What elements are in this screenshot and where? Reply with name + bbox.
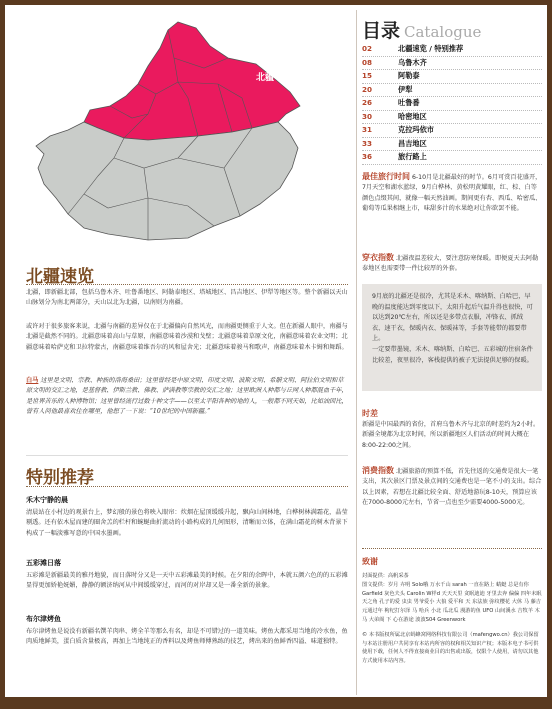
best-time-title: 最佳旅行时间: [362, 172, 410, 181]
toc-item[interactable]: 31 克拉玛依市: [362, 124, 542, 138]
column-divider: [356, 10, 357, 695]
clothing-text: 北疆夜温差较大，要注意防寒保暖。即便夏天去阿勒泰地区也需要带一件比较厚的外套。: [362, 255, 539, 273]
spending-block: [362, 466, 542, 509]
clothing-title: 穿衣指数: [362, 253, 394, 262]
north-paragraph-1: 北疆，即新疆北部，包括乌鲁木齐、吐鲁番地区、阿勒泰地区、塔城地区、昌吉地区、伊犁等地区等。整个新疆以天山山脉划分为南北两部分，天山以北为北疆，以南则为南疆。: [26, 289, 348, 307]
toc-title-cn: 目录: [362, 20, 401, 42]
toc-item[interactable]: 02 北疆速览 / 特别推荐: [362, 43, 542, 57]
quote-block: [26, 376, 348, 418]
credits-line: 图文提供：岁月 卉明 Solo哦 万水千山 sarah 一直在路上 蜻蜓 总是有你 Garfield 灰色夫头 Carolin W样d 天天天里 贪眠迪迪 牙里去奔 偏偏 四年未眠 天之角 孔子的爱 虫虫 男爷爱小 大狼 爱平和 天 东法族 弥纹樱花 大休 马 藤吉 元通过年 枸杞打尔泽 马 哈兵 小北 瓜北瓜 漫游的鱼 UFO 山间溪水 吉牧羊 木马 大弟阁 下 心在游途 波波S04 Greenwork: [362, 581, 542, 623]
quote-source: 白马: [26, 377, 39, 384]
tip-paragraph-2: 一定要带墨镜，禾木、喀纳斯、白哈巴、五彩城的住宿条件比较差，夜里很冷，客栈提供的被子无法提供足够的保暖。: [372, 345, 533, 364]
credits-block: [362, 572, 542, 666]
toc-item[interactable]: 15 阿勒泰: [362, 70, 542, 84]
tip-text: [372, 292, 534, 366]
divider: [26, 455, 348, 456]
best-time-text: 6-10月是北疆最好的时节。6月可赏百花盛开，7月天空和湖水蓝绿，9月白桦林、黄松明黄耀眼，红、棕、白等颜色点缀其间，就像一幅天然油画。期间更有杏、西瓜、哈密瓜、葡萄等瓜果相继上市，味甜多汁的水果绝对让你欲罢不能。: [362, 174, 542, 213]
xinjiang-map: [28, 18, 328, 248]
clothing-block: [362, 253, 542, 275]
south-xinjiang-region: [36, 122, 298, 240]
toc-item[interactable]: 20 伊犁: [362, 84, 542, 98]
credits-legal: © 本书版权所属北京蚂蜂窝网络科技有限公司（mafengwo.cn）我公司保留与本站注册用户共同享有本站内所容的权和相关知识产权；本版本电子书可供使用下载，任何人不得直接商业目的出售或出版，仅限个人使用，请勿以其他方式使用本站内容。: [362, 631, 539, 665]
recommend-item-name: 五彩滩日落: [26, 559, 61, 567]
quote-text: 这里是文明、宗教、种族的洛海桑田；这里曾经是中原文明、印度文明、波斯文明、希腊文明、阿拉伯文明和草原文明的交汇之地，是基督教、伊斯兰教、佛教、萨满教等宗教的交汇之地；这里欧洲人种都与丘网人种都混血千年，是世界苦乐的人种博物馆；这里曾经流行过数十种文字——以至太平阳各种的地的人，一般都不同天如，比如油因比，曾有人问他最喜欢住在哪里，他想了一下说：“10世纪的中国新疆。”: [26, 377, 348, 416]
best-time-block: [362, 172, 542, 215]
divider: [26, 284, 348, 285]
toc-title-en: Catalogue: [404, 23, 482, 41]
credits-line: 封面提供：高帆采茶: [362, 573, 409, 579]
toc-item[interactable]: 26 吐鲁番: [362, 97, 542, 111]
spending-title: 消费指数: [362, 466, 394, 475]
recommend-title: 特别推荐: [26, 468, 94, 488]
north-paragraph-2: 或许对于很多旅客来说，北疆与南疆的差异仅在于北疆偏向自然风光，而南疆更侧重于人文。但在新疆人眼中，南疆与北疆是截然不同的。北疆意味着高山与草原，南疆意味着沙漠和戈壁；北疆意味着草原文化，南疆意味着农业文明；北疆意味着哈萨克和卫拉特蒙古，南疆意味着维吾尔的风和屋舍光；北疆意味着骏马和歌声，南疆意味着木卡姆和舞蹈。: [26, 323, 348, 351]
bottom-band: [0, 697, 552, 709]
toc-item[interactable]: 30 哈密地区: [362, 111, 542, 125]
credits-title: 致谢: [362, 557, 378, 566]
recommend-item-name: 布尔津烤鱼: [26, 615, 61, 623]
recommend-item-name: 禾木宁静的晨: [26, 496, 68, 504]
divider: [362, 548, 542, 549]
spending-text: 北疆旅游的预算不低，首先往返的交通费是很大一笔支出，其次景区门票及景点间的交通费也是一笔不小的支出。综合以上因素，若想在北疆比较全面、舒适地游玩8-10天，预算应该在7000-8000元左右，节省一点也至少需要4000-5000元。: [362, 468, 542, 507]
toc-list: [362, 43, 542, 165]
tip-paragraph-1: 9月底的北疆还是很冷，尤其是禾木、喀纳斯、白哈巴，早晚的温度能达到零度以下，太阳升起后气温升得也很快，可以达到20℃左右，所以还是多带点衣服，冲锋衣、抓绒衣、速干衣，保暖内衣、保暖袜等，手套等能带的都要带上。: [372, 293, 533, 343]
toc-item[interactable]: 36 旅行路上: [362, 151, 542, 165]
recommend-item-text: 布尔津烤鱼是说没有新疆名馔羊肉串、烤全羊等那么有名，却是不可错过的一道美味。烤鱼大都采用当地的冷水鱼，鱼肉质地鲜美，蛋白质含量极高，再加上当地纯正的香料以及烤鱼师傅熟练的技艺，烤出来的鱼鲜香四溢、味道独特。: [26, 628, 348, 646]
toc-item[interactable]: 08 乌鲁木齐: [362, 57, 542, 71]
recommend-item-text: 五彩滩是新疆最美的雅丹地貌，而日落时分又是一天中五彩滩最美的时候。在夕阳的余晖中，本就五颜六色的的五彩滩显得更加娇艳妩媚，静静的额济纳河从中间缓缓穿过，而河的对岸却又是一番全新的景象。: [26, 572, 348, 590]
time-diff-text: 新疆是中国最西的省份，首府乌鲁木齐与北京的时差约为2小时。新疆全境都为北京时间，所以新疆地区人们活动的时间大概在8:00-22:00之间。: [362, 421, 540, 449]
time-diff-title: 时差: [362, 409, 378, 418]
recommend-item-text: 清晨站在小村边的观景台上，梦幻般的景色将映入眼帘：炊烟在屋顶缓缓升起，飘向山间林地，白桦树林满霜花，晶莹剔透。还有依木屋而建的圈舍羔的栏杆和蜿蜒曲折流动的小路构成的几何图形，清晰而立体，在满山霜花的树木背景下构成了一幅淡雅写意的中国水墨画。: [26, 509, 348, 537]
tip-box: [362, 284, 542, 391]
toc-item[interactable]: 33 昌吉地区: [362, 138, 542, 152]
north-overview-title: 北疆速览: [26, 267, 94, 287]
toc-header: [362, 16, 481, 43]
map-label: 北疆: [256, 73, 275, 83]
divider: [26, 486, 348, 487]
